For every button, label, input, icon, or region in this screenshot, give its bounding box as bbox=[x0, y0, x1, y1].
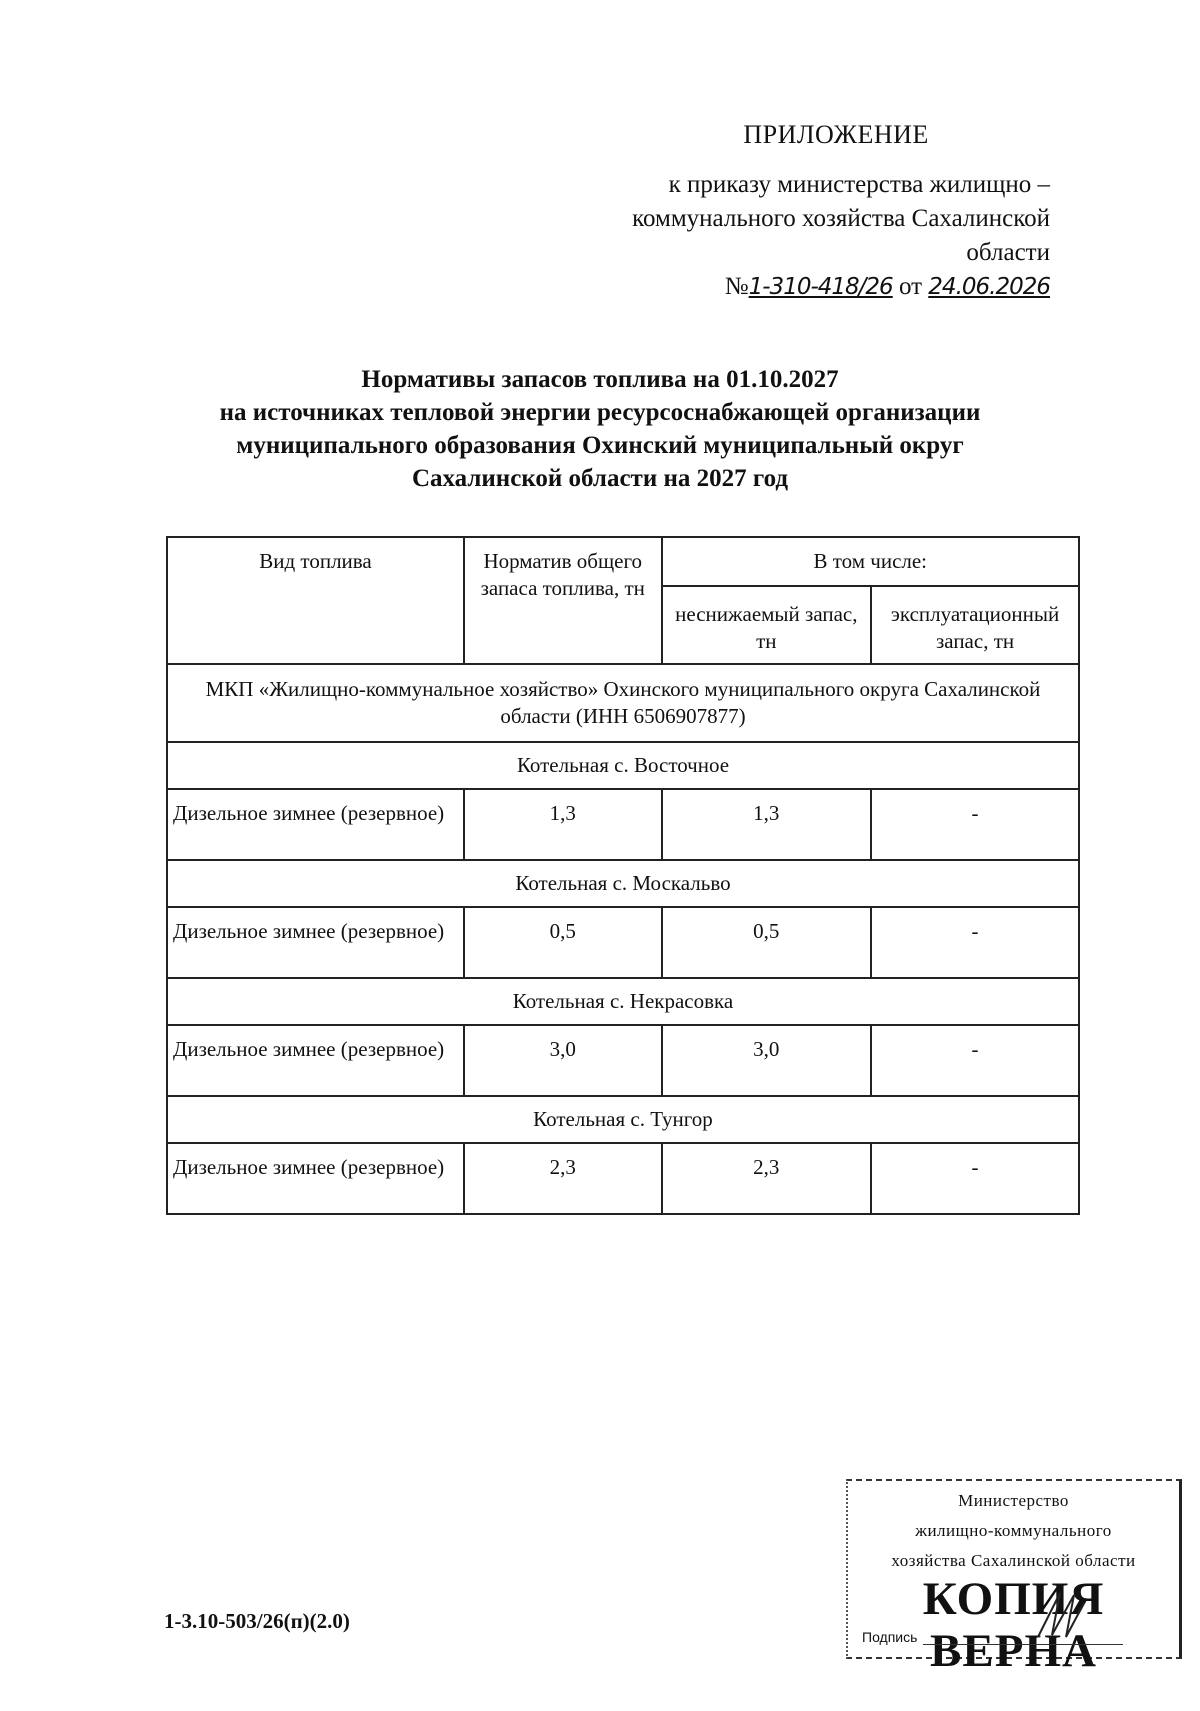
fuel-type-cell: Дизельное зимнее (резервное) bbox=[167, 1143, 464, 1214]
stamp-line-3: хозяйства Сахалинской области bbox=[891, 1551, 1136, 1570]
appendix-heading: ПРИЛОЖЕНИЕ bbox=[743, 120, 929, 149]
organization-name: МКП «Жилищно-коммунальное хозяйство» Охинского муниципального округа Сахалинской области (ИНН 6506907877) bbox=[167, 664, 1079, 742]
title-line-2: на источниках тепловой энергии ресурсоснабжающей организации bbox=[219, 399, 981, 426]
total-cell: 2,3 bbox=[464, 1143, 661, 1214]
total-cell: 3,0 bbox=[464, 1025, 661, 1096]
copy-stamp bbox=[846, 1479, 1182, 1677]
document-code: 1-3.10-503/26(п)(2.0) bbox=[164, 1609, 350, 1633]
total-cell: 0,5 bbox=[464, 907, 661, 978]
header-fuel-type: Вид топлива bbox=[167, 537, 464, 664]
fuel-type-cell: Дизельное зимнее (резервное) bbox=[167, 1025, 464, 1096]
stamp-line-2: жилищно-коммунального bbox=[915, 1521, 1112, 1540]
boiler-name: Котельная с. Тунгор bbox=[167, 1096, 1079, 1143]
signature-line bbox=[923, 1644, 1123, 1645]
stamp-line-1: Министерство bbox=[958, 1491, 1069, 1510]
title-line-4: Сахалинской области на 2027 год bbox=[411, 465, 789, 492]
appendix-block bbox=[632, 118, 1050, 304]
header-total: Норматив общего запаса топлива, тн bbox=[464, 537, 661, 664]
operational-cell: - bbox=[871, 907, 1079, 978]
fuel-data-row bbox=[167, 1025, 1079, 1096]
minimum-cell: 1,3 bbox=[662, 789, 872, 860]
operational-cell: - bbox=[871, 1143, 1079, 1214]
boiler-name: Котельная с. Некрасовка bbox=[167, 978, 1079, 1025]
title-line-3: муниципального образования Охинский муниципальный округ bbox=[236, 432, 964, 459]
appendix-line-2: коммунального хозяйства Сахалинской bbox=[632, 205, 1050, 232]
fuel-type-cell: Дизельное зимнее (резервное) bbox=[167, 789, 464, 860]
boiler-row bbox=[167, 860, 1079, 907]
signature-label: Подпись bbox=[862, 1629, 918, 1645]
signature-scribble bbox=[1030, 1585, 1090, 1645]
header-including: В том числе: bbox=[662, 537, 1080, 586]
boiler-row bbox=[167, 742, 1079, 789]
fuel-data-row bbox=[167, 907, 1079, 978]
order-number-line bbox=[632, 270, 1050, 304]
date-prefix: от bbox=[898, 273, 923, 300]
fuel-data-row bbox=[167, 1143, 1079, 1214]
minimum-cell: 2,3 bbox=[662, 1143, 872, 1214]
fuel-data-row bbox=[167, 789, 1079, 860]
boiler-row bbox=[167, 978, 1079, 1025]
boiler-name: Котельная с. Москальво bbox=[167, 860, 1079, 907]
minimum-cell: 0,5 bbox=[662, 907, 872, 978]
number-prefix: № bbox=[724, 273, 749, 300]
appendix-line-1: к приказу министерства жилищно – bbox=[668, 171, 1050, 198]
stamp-main-text: КОПИЯ ВЕРНА bbox=[922, 1573, 1105, 1677]
organization-row bbox=[167, 664, 1079, 742]
operational-cell: - bbox=[871, 1025, 1079, 1096]
title-line-1: Нормативы запасов топлива на 01.10.2027 bbox=[361, 366, 839, 393]
header-minimum: неснижаемый запас, тн bbox=[662, 586, 872, 664]
order-number: 1-310-418/26 bbox=[748, 274, 893, 300]
operational-cell: - bbox=[871, 789, 1079, 860]
fuel-norms-table bbox=[166, 536, 1080, 1215]
appendix-line-3: области bbox=[966, 239, 1050, 266]
boiler-name: Котельная с. Восточное bbox=[167, 742, 1079, 789]
header-operational: эксплуатационный запас, тн bbox=[871, 586, 1079, 664]
total-cell: 1,3 bbox=[464, 789, 661, 860]
fuel-type-cell: Дизельное зимнее (резервное) bbox=[167, 907, 464, 978]
document-title bbox=[0, 363, 1200, 495]
table-header-row bbox=[167, 537, 1079, 586]
minimum-cell: 3,0 bbox=[662, 1025, 872, 1096]
order-date: 24.06.2026 bbox=[928, 274, 1050, 300]
boiler-row bbox=[167, 1096, 1079, 1143]
